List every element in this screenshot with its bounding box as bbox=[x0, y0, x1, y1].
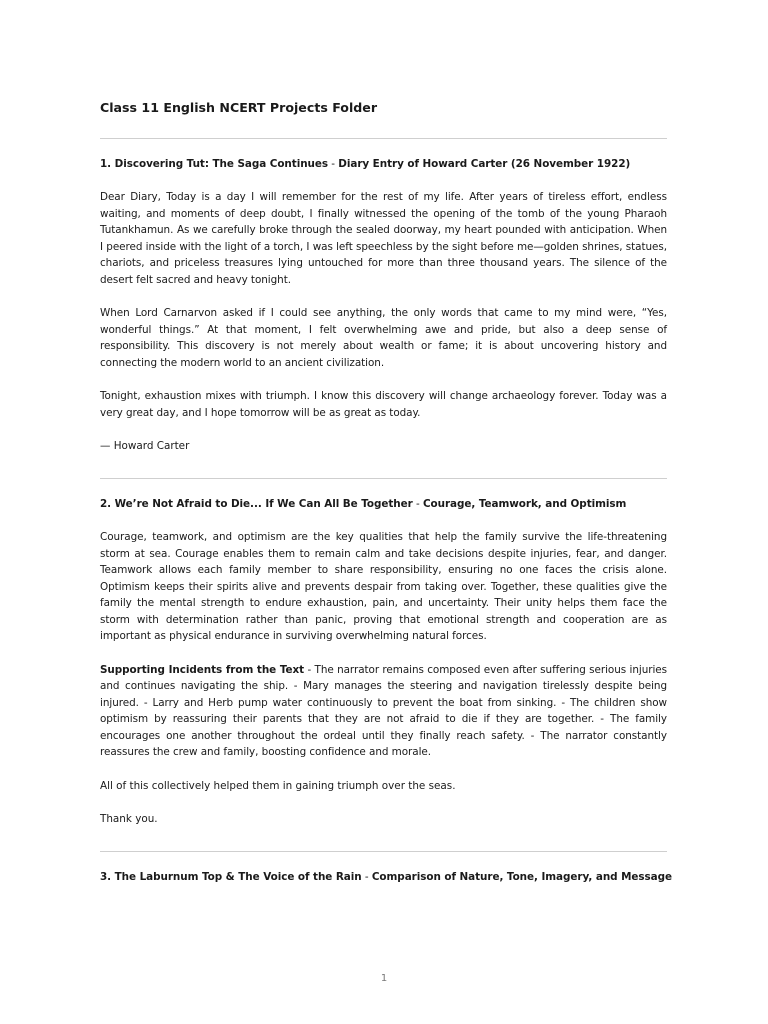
section-1-heading bbox=[100, 156, 667, 172]
section-1-signature: — Howard Carter bbox=[100, 440, 190, 452]
section-2-paragraph-1: Courage, teamwork, and optimism are the key qualities that help the family survive the life-threatening storm at sea. Courage enables them to remain calm and take decisions despite injuries, fear, and danger. Teamwork allows each family member to share responsibility, ensuring no one faces the crisis alone. Optimism keeps their spirits alive and prevents despair from taking over. Together, these qualities give the family the mental strength to endure exhaustion, pain, and uncertainty. Their unity helps them face the storm with determination rather than panic, proving that emotional strength and cooperation are as important as physical endurance in surviving overwhelming natural forces. bbox=[100, 531, 667, 642]
divider-3 bbox=[100, 851, 667, 852]
section-laburnum-top bbox=[100, 869, 673, 902]
section-3-heading-subtitle: Comparison of Nature, Tone, Imagery, and Message bbox=[371, 871, 673, 883]
section-1-heading-subtitle: Diary Entry of Howard Carter (26 November 1922) bbox=[338, 158, 631, 170]
section-2-thanks: Thank you. bbox=[100, 813, 158, 825]
section-2-supporting-incidents bbox=[100, 662, 667, 761]
section-discovering-tut bbox=[100, 156, 667, 472]
section-1-paragraph-2: When Lord Carnarvon asked if I could see anything, the only words that came to my mind were, “Yes, wonderful things.” At that moment, I felt overwhelming awe and pride, but also a deep sense of responsibility. This discovery is not merely about wealth or fame; it is about uncovering history and connecting the modern world to an ancient civilization. bbox=[100, 307, 667, 369]
section-3-heading-main: 3. The Laburnum Top & The Voice of the Rain bbox=[100, 871, 362, 883]
section-1-paragraph-1: Dear Diary, Today is a day I will remember for the rest of my life. After years of tireless effort, endless waiting, and moments of deep doubt, I finally witnessed the opening of the tomb of the young Pharaoh Tutankhamun. As we carefully broke through the sealed doorway, my heart pounded with anticipation. When I peered inside with the light of a torch, I was left speechless by the sight before me—golden shrines, statues, chariots, and priceless treasures lying untouched for more than three thousand years. The silence of the desert felt sacred and heavy tonight. bbox=[100, 191, 667, 286]
divider-1 bbox=[100, 138, 667, 139]
section-not-afraid-to-die bbox=[100, 496, 667, 845]
section-3-heading bbox=[100, 869, 673, 885]
supporting-incidents-label: Supporting Incidents from the Text bbox=[100, 663, 305, 676]
document-title: Class 11 English NCERT Projects Folder bbox=[100, 100, 378, 115]
section-3-heading-separator: - bbox=[361, 871, 372, 883]
section-2-conclusion: All of this collectively helped them in gaining triumph over the seas. bbox=[100, 779, 456, 792]
section-2-heading-subtitle: Courage, Teamwork, and Optimism bbox=[422, 498, 627, 510]
section-2-heading-separator: - bbox=[412, 498, 423, 510]
section-1-heading-main: 1. Discovering Tut: The Saga Continues bbox=[100, 158, 329, 170]
section-2-heading bbox=[100, 496, 667, 512]
divider-2 bbox=[100, 478, 667, 479]
section-1-paragraph-3: Tonight, exhaustion mixes with triumph. I know this discovery will change archaeology forever. Today was a very great day, and I hope tomorrow will be as great as today. bbox=[100, 390, 667, 419]
section-1-heading-separator: - bbox=[328, 158, 339, 170]
section-2-heading-main: 2. We’re Not Afraid to Die... If We Can All Be Together bbox=[100, 498, 413, 510]
page-number: 1 bbox=[380, 973, 388, 984]
supporting-incidents-text: - The narrator remains composed even after suffering serious injuries and continues navigating the ship. - Mary manages the steering and navigation tirelessly despite being injured. - Larry and Herb pump water continuously to prevent the boat from sinking. - The children show optimism by reassuring their parents that they are not afraid to die if they are together. - The family encourages one another throughout the ordeal until they finally reach safety. - The narrator constantly reassures the crew and family, boosting confidence and morale. bbox=[100, 663, 667, 758]
